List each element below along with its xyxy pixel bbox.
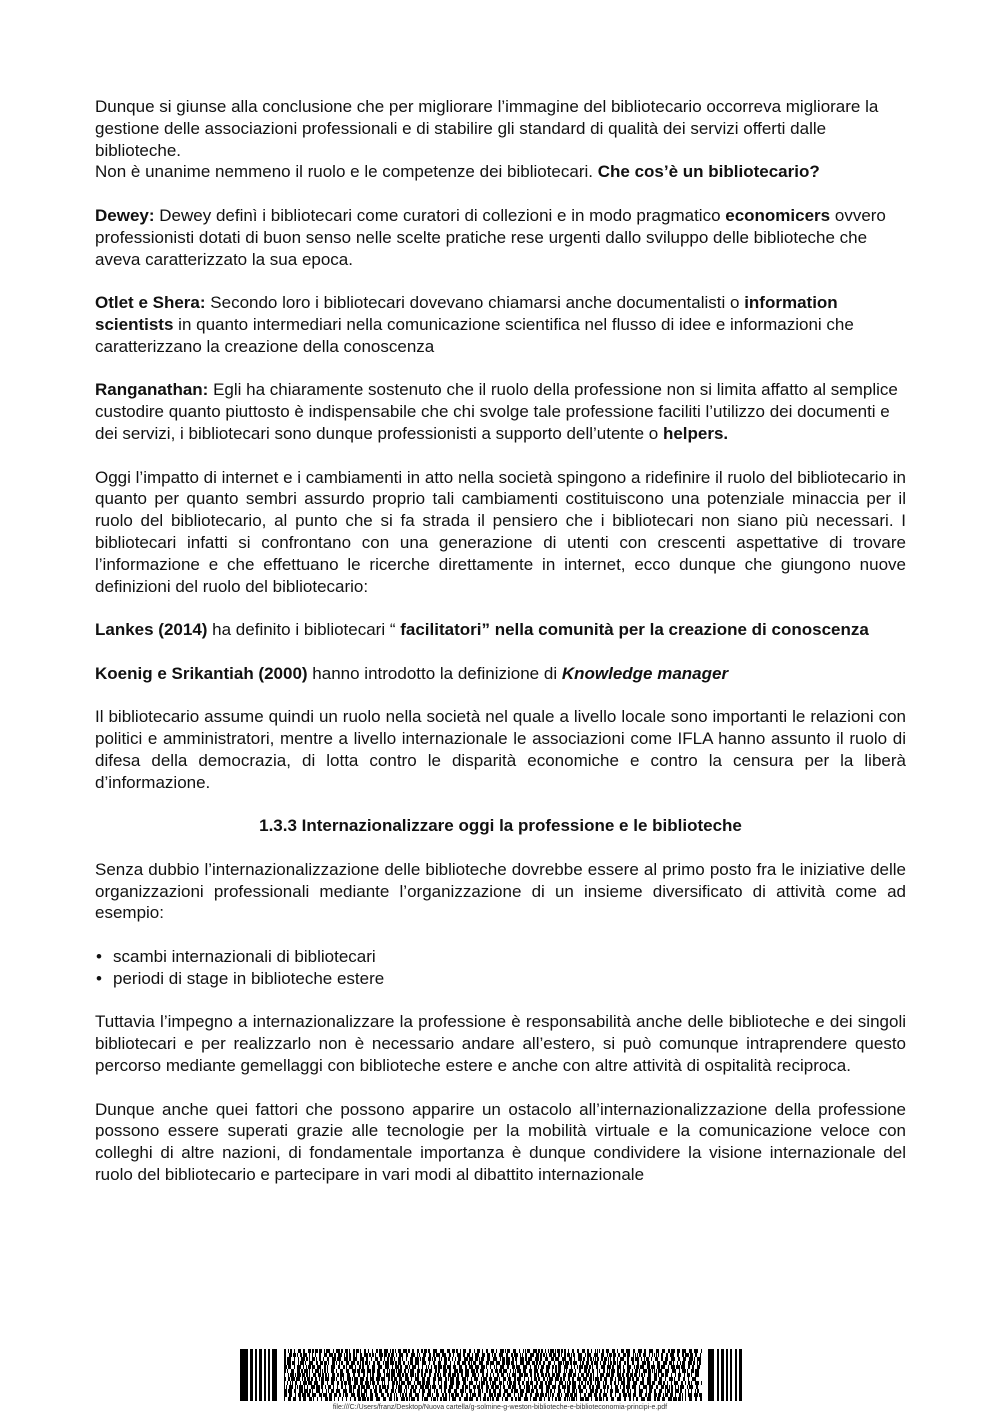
paragraph-senza-dubbio: Senza dubbio l’internazionalizzazione delle biblioteche dovrebbe essere al primo posto fra le iniziative delle organizzazioni professionali mediante l’organizzazione di un insieme diversificato di attività come ad esempio: [95, 859, 906, 923]
question-bold: Che cos’è un bibliotecario? [597, 162, 820, 182]
paragraph-otlet-shera: Otlet e Shera: Secondo loro i bibliotecari dovevano chiamarsi anche documentalisti o information scientists in quanto intermediari nella comunicazione scientifica nel flusso di idee e informazioni che caratterizzano la creazione della conoscenza [95, 293, 854, 356]
paragraph-intro: Dunque si giunse alla conclusione che per migliorare l’immagine del bibliotecario occorreva migliorare la gestione delle associazioni professionali e di stabilire gli standard di qualità dei servizi offerti dalle biblioteche. [95, 97, 879, 160]
paragraph-ranganathan: Ranganathan: Egli ha chiaramente sostenuto che il ruolo della professione non si limita affatto al semplice custodire quanto piuttosto è indispensabile che chi svolge tale professione faciliti l’utilizzo dei documenti e dei servizi, i bibliotecari sono dunque professionisti a supporto dell’utente o helpers. [95, 380, 898, 443]
dewey-term: economicers [725, 205, 831, 225]
section-heading: 1.3.3 Internazionalizzare oggi la professione e le biblioteche [259, 816, 742, 836]
footer-file-path: file:///C:/Users/franz/Desktop/Nuova cartella/g-solmine-g-weston-biblioteche-e-biblioteconomia-principi-e.pdf [332, 1404, 668, 1411]
barcode-icon [240, 1349, 745, 1401]
paragraph-lankes: Lankes (2014) ha definito i bibliotecari “ facilitatori” nella comunità per la creazione di conoscenza [95, 620, 869, 640]
ranganathan-label: Ranganathan: [95, 380, 209, 400]
paragraph-dunque-fattori: Dunque anche quei fattori che possono apparire un ostacolo all’internazionalizzazione della professione possono essere superati grazie alle tecnologie per la mobilità virtuale e la comunicazione veloce con colleghi di altre nazioni, di fondamentale importanza è dunque condividere la visione internazionale del ruolo del bibliotecario e partecipare in vari modi al dibattito internazionale [95, 1099, 906, 1185]
paragraph-dewey: Dewey: Dewey definì i bibliotecari come curatori di collezioni e in modo pragmatico economicers ovvero professionisti dotati di buon senso nelle scelte pratiche rese urgenti dallo sviluppo delle biblioteche che aveva caratterizzato la sua epoca. [95, 205, 886, 269]
lankes-term: facilitatori” nella comunità per la creazione di conoscenza [400, 620, 869, 640]
bullet-icon: • [96, 968, 102, 988]
paragraph-koenig: Koenig e Srikantiah (2000) hanno introdotto la definizione di Knowledge manager [95, 663, 729, 683]
koenig-term: Knowledge manager [561, 663, 729, 683]
bullet-icon: • [96, 947, 102, 967]
document-page [95, 96, 906, 1186]
koenig-label: Koenig e Srikantiah (2000) [95, 663, 308, 683]
bullet-list [95, 946, 906, 990]
lankes-label: Lankes (2014) [95, 620, 208, 640]
paragraph-societa: Il bibliotecario assume quindi un ruolo nella società nel quale a livello locale sono importanti le relazioni con politici e amministratori, mentre a livello internazionale le associazioni come IFLA hanno assunto il ruolo di difesa della democrazia, di lotta contro le disparità economiche e contro la censura per la liberà d’informazione. [95, 707, 906, 792]
paragraph-oggi: Oggi l’impatto di internet e i cambiamenti in atto nella società spingono a ridefinire il ruolo del bibliotecario in quanto per quanto sembri assurdo proprio tali cambiamenti costituiscono una potenziale minaccia per il ruolo del bibliotecario, al punto che si fa strada il pensiero che i bibliotecari non siano più necessari. I bibliotecari infatti si confrontano con una generazione di utenti con crescenti aspettative di trovare l’informazione e che effettuano le ricerche direttamente in internet, ecco dunque che giungono nuove definizioni del ruolo del bibliotecario: [95, 467, 906, 596]
otlet-label: Otlet e Shera: [95, 293, 206, 313]
paragraph-tuttavia: Tuttavia l’impegno a internazionalizzare la professione è responsabilità anche delle biblioteche e dei singoli bibliotecari e per realizzarlo non è necessario andare all’estero, si può comunque intraprendere questo percorso mediante gemellaggi con biblioteche estere e anche con altre attività di ospitalità reciproca. [95, 1012, 906, 1076]
ranganathan-term: helpers. [662, 423, 729, 443]
paragraph-question: Non è unanime nemmeno il ruolo e le competenze dei bibliotecari. Che cos’è un bibliotecario? [95, 162, 820, 182]
dewey-label: Dewey: [95, 205, 155, 225]
list-item: • scambi internazionali di bibliotecari [96, 947, 376, 967]
otlet-term: information scientists [95, 293, 838, 334]
list-item: • periodi di stage in biblioteche estere [96, 968, 385, 988]
